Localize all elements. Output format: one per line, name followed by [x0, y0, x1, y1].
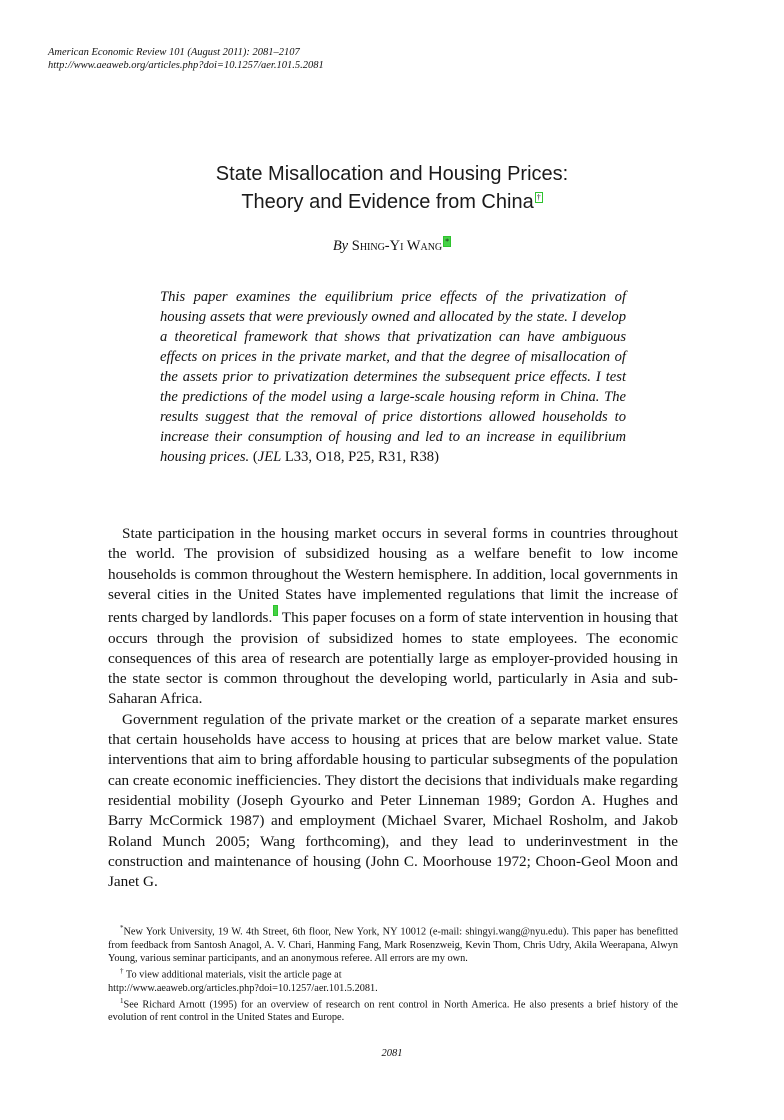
author-name: Shing-Yi Wang: [351, 237, 443, 254]
article-title: [0, 160, 784, 216]
article-url[interactable]: http://www.aeaweb.org/articles.php?doi=10.1257/aer.101.5.2081: [48, 60, 324, 71]
abstract: [160, 287, 626, 467]
footnote-dagger-text: To view additional materials, visit the article page at: [123, 969, 342, 981]
footnote-1: [108, 995, 678, 1025]
dagger-footnote-link[interactable]: †: [536, 193, 541, 203]
footnotes: [108, 922, 678, 1025]
title-line-2-text: Theory and Evidence from China: [241, 191, 534, 213]
jel-label: JEL: [257, 449, 282, 465]
abstract-text: This paper examines the equilibrium price effects of the privatization of housing assets that were previously owned and allocated by the state. I develop a theoretical framework that shows that privatization can have ambiguous effects on prices in the private market, and that the degree of misallocation of the assets prior to privatization determines the subsequent price effects. I test the predictions of the model using a large-scale housing reform in China. The results suggest that the removal of price distortions allowed households to increase their consumption of housing and led to an increase in equilibrium housing prices.: [160, 289, 626, 465]
journal-header: [48, 46, 324, 72]
title-line-1: State Misallocation and Housing Prices:: [215, 163, 569, 185]
journal-citation: American Economic Review 101 (August 2011): 2081–2107: [48, 47, 300, 58]
jel-codes: [253, 449, 439, 465]
body-paragraph-1: [108, 524, 678, 710]
footnote-1-symbol: 1: [120, 996, 124, 1005]
jel-open-paren: (: [252, 449, 258, 465]
author-line: [0, 236, 784, 255]
footnote-dagger-url[interactable]: http://www.aeaweb.org/articles.php?doi=10.1257/aer.101.5.2081.: [108, 982, 378, 994]
title-line-2: [0, 188, 784, 216]
footnote-1-text: See Richard Arnott (1995) for an overview of research on rent control in North America. He also presents a brief history of the evolution of rent control in the United States and Europe.: [108, 999, 678, 1024]
footnote-star-text: New York University, 19 W. 4th Street, 6th floor, New York, NY 10012 (e-mail: shingyi.wang@nyu.edu). This paper has benefitted from feedback from Santosh Anagol, A. V. Chari, Hanming Fang, Mark Rosenzweig, Kevin Thom, Chris Udry, Akila Weerapana, Alwyn Young, various seminar participants, and an anonymous referee. All errors are my own.: [108, 926, 678, 964]
body-paragraph-1-part-1: State participation in the housing market occurs in several forms in countries throughout the world. The provision of subsidized housing as a welfare benefit to low income households is common throughout the Western hemisphere. In addition, local governments in several cities in the United States have implemented regulations that limit the increase of rents charged by landlords.: [108, 525, 678, 627]
star-footnote-link[interactable]: *: [445, 237, 450, 246]
body-paragraph-1-part-2: This paper focuses on a form of state intervention in housing that occurs through the provision of subsidized homes to state employees. The economic consequences of this area of research are potentially large as employer-provided housing in the state sector is common throughout the developing world, particularly in Asia and sub-Saharan Africa.: [108, 609, 678, 708]
author-by: By: [332, 237, 349, 254]
main-body: [108, 524, 678, 892]
footnote-star: [108, 922, 678, 965]
jel-code-list: L33, O18, P25, R31, R38): [281, 449, 439, 465]
footnote-star-symbol: *: [120, 924, 124, 932]
body-paragraph-2: Government regulation of the private market or the creation of a separate market ensures that certain households have access to housing at prices that are below market value. State interventions that aim to bring affordable housing to particular subsegments of the population can create economic inefficiencies. They distort the decisions that individuals make regarding residential mobility (Joseph Gyourko and Peter Linneman 1989; Gordon A. Hughes and Barry McCormick 1987) and employment (Michael Svarer, Michael Rosholm, and Jakob Roland Munch 2005; Wang forthcoming), and they lead to underinvestment in the construction and maintenance of housing (John C. Moorhouse 1972; Choon-Geol Moon and Janet G.: [108, 710, 678, 891]
page-number: 2081: [381, 1048, 403, 1059]
footnote-dagger: [108, 965, 678, 982]
footnote-dagger-symbol: †: [120, 967, 124, 976]
